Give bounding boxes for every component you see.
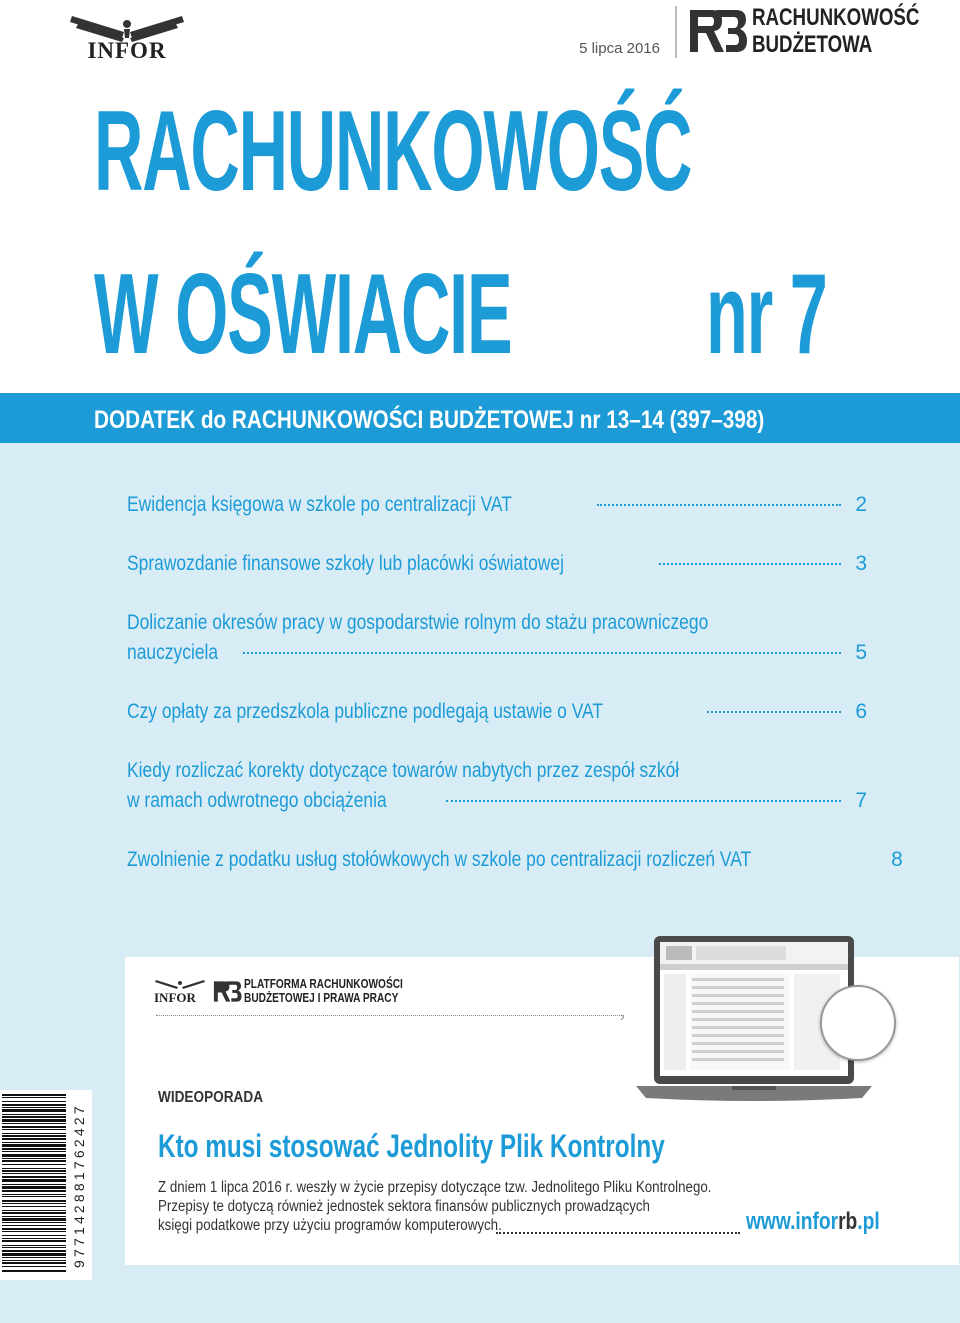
barcode-bar: [2, 1257, 66, 1258]
toc-entry-title: Czy opłaty za przedszkola publiczne podlegają ustawie o VAT: [127, 700, 604, 723]
barcode-bar: [2, 1206, 66, 1207]
barcode-bar: [2, 1266, 66, 1267]
platform-name: [244, 977, 403, 1005]
toc-entry-final-line: [127, 549, 867, 579]
toc-entry[interactable]: [127, 697, 867, 727]
toc-entry-final-line: [127, 638, 867, 668]
issue-number: nr 7: [706, 251, 827, 378]
barcode-bar: [2, 1245, 66, 1246]
barcode-bar: [2, 1212, 66, 1214]
barcode-bar: [2, 1210, 66, 1211]
platform-line2: BUDŻETOWEJ I PRAWA PRACY: [244, 990, 399, 1005]
toc-page-number: 6: [855, 700, 867, 723]
video-tip-title: Kto musi stosować Jednolity Plik Kontrolny: [158, 1128, 665, 1164]
toc-leader-dots: [659, 563, 841, 565]
toc-page-number: 5: [855, 641, 867, 664]
barcode-bar: [2, 1250, 66, 1252]
toc-entry-title: Doliczanie okresów pracy w gospodarstwie rolnym do stażu pracowniczego: [127, 611, 709, 634]
barcode-bar: [2, 1126, 66, 1128]
toc-entry-line: [127, 608, 867, 638]
barcode-bar: [2, 1240, 66, 1242]
toc-entry-title: Zwolnienie z podatku usług stołówkowych w szkole po centralizacji rozliczeń VAT: [127, 848, 752, 871]
barcode-bar: [2, 1151, 66, 1152]
toc-entry-title: Sprawozdanie finansowe szkoły lub placówki oświatowej: [127, 552, 564, 575]
body-line: Z dniem 1 lipca 2016 r. weszły w życie przepisy dotyczące tzw. Jednolitego Pliku Kontrolnego.: [158, 1179, 712, 1196]
barcode-bar: [2, 1260, 66, 1261]
barcode-bar: [2, 1142, 66, 1143]
barcode-digits: [70, 1090, 90, 1270]
toc-leader-dots: [707, 711, 841, 713]
barcode-bar: [2, 1270, 66, 1272]
barcode-bar: [2, 1168, 66, 1169]
barcode-bar: [2, 1148, 66, 1150]
barcode-bar: [2, 1176, 66, 1178]
toc-entry-final-line: [127, 845, 903, 875]
barcode-bar: [2, 1222, 66, 1223]
barcode-bar: [2, 1200, 66, 1202]
supplement-text: DODATEK do RACHUNKOWOŚCI BUDŻETOWEJ nr 13–14 (397–398): [94, 406, 765, 434]
promo-url-leader: [496, 1232, 740, 1234]
website-link[interactable]: [746, 1208, 880, 1236]
platform-line1: PLATFORMA RACHUNKOWOŚCI: [244, 976, 403, 991]
toc-entry[interactable]: [127, 490, 867, 520]
barcode-bar: [2, 1133, 66, 1134]
toc-entry-title: Ewidencja księgowa w szkole po centralizacji VAT: [127, 493, 512, 516]
toc-entry-title: nauczyciela: [127, 641, 219, 664]
toc-entry-title: w ramach odwrotnego obciążenia: [127, 789, 387, 812]
barcode-bar: [2, 1107, 66, 1108]
barcode-bar: [2, 1119, 66, 1122]
barcode-bar: [2, 1114, 66, 1115]
barcode-bar: [2, 1123, 66, 1124]
barcode-bar: [2, 1101, 66, 1102]
barcode-bar: [2, 1109, 66, 1112]
toc-entry-final-line: [127, 697, 867, 727]
promo-infor-wordmark: INFOR: [154, 990, 196, 1005]
barcode-bar: [2, 1135, 66, 1137]
toc-entry-final-line: [127, 490, 867, 520]
brand-line1: RACHUNKOWOŚĆ: [752, 4, 920, 31]
barcode-bar: [2, 1138, 66, 1140]
barcode-bar: [2, 1129, 66, 1130]
barcode-bar: [2, 1194, 66, 1195]
url-accent: rb: [838, 1208, 858, 1235]
toc-entry[interactable]: [127, 756, 867, 816]
barcode-number: 977142881762427: [71, 1103, 87, 1268]
barcode-bar: [2, 1196, 66, 1197]
barcode-bar: [2, 1238, 66, 1239]
promo-dotted-rule: [156, 1015, 624, 1016]
url-prefix: www.infor: [746, 1208, 839, 1235]
barcode-bar: [2, 1231, 66, 1232]
barcode-bar: [2, 1262, 66, 1264]
toc-page-number: 3: [855, 552, 867, 575]
toc-entry-title: Kiedy rozliczać korekty dotyczące towarów nabytych przez zespół szkół: [127, 759, 680, 782]
toc-page-number: 8: [891, 848, 903, 871]
toc-entry[interactable]: [127, 608, 867, 668]
issue-date: 5 lipca 2016: [579, 40, 660, 57]
barcode-bar: [2, 1218, 66, 1221]
barcode-bar: [2, 1184, 66, 1185]
promo-rb-monogram-icon: [212, 978, 242, 1004]
barcode-bar: [2, 1154, 66, 1157]
infor-wordmark: INFOR: [87, 38, 167, 63]
toc-page-number: 7: [855, 789, 867, 812]
barcode-bar: [2, 1104, 66, 1106]
toc-leader-dots: [446, 800, 841, 802]
toc-entry[interactable]: [127, 845, 903, 875]
barcode-bar: [2, 1216, 66, 1217]
toc-entry-final-line: [127, 786, 867, 816]
barcode-bar: [2, 1247, 66, 1248]
barcode-bar: [2, 1203, 66, 1204]
body-line: Przepisy te dotyczą również jednostek sektora finansów publicznych prowadzących: [158, 1198, 650, 1215]
barcode-bar: [2, 1235, 66, 1236]
title-line2: W OŚWIACIE: [94, 251, 512, 378]
header-divider: [675, 6, 677, 58]
barcode-bar: [2, 1225, 66, 1226]
toc-entry-line: [127, 756, 867, 786]
brand-name: [752, 4, 919, 58]
brand-line2: BUDŻETOWA: [752, 31, 873, 58]
body-line: księgi podatkowe przy użyciu programów komputerowych.: [158, 1217, 502, 1234]
barcode-bar: [2, 1190, 66, 1192]
video-tip-label: WIDEOPORADA: [158, 1089, 264, 1106]
barcode-bar: [2, 1160, 66, 1162]
chevron-right-icon: ›: [620, 1008, 625, 1024]
barcode-bar: [2, 1253, 66, 1256]
toc-entry[interactable]: [127, 549, 867, 579]
barcode-bar: [2, 1116, 66, 1118]
toc-leader-dots: [597, 504, 841, 506]
barcode-bar: [2, 1173, 66, 1174]
barcode-icon: [2, 1094, 72, 1274]
magnifier-icon: [820, 985, 896, 1061]
table-of-contents: [127, 490, 903, 904]
barcode-bar: [2, 1164, 66, 1165]
url-suffix: .pl: [857, 1208, 880, 1235]
barcode-bar: [2, 1094, 66, 1096]
barcode-bar: [2, 1179, 66, 1182]
toc-page-number: 2: [855, 493, 867, 516]
barcode-bar: [2, 1186, 66, 1189]
barcode-bar: [2, 1228, 66, 1230]
toc-leader-dots: [243, 652, 841, 654]
barcode-bar: [2, 1158, 66, 1159]
barcode-bar: [2, 1170, 66, 1172]
title-line1: RACHUNKOWOŚĆ: [94, 88, 692, 215]
barcode-bar: [2, 1144, 66, 1147]
rb-monogram-icon: [686, 4, 748, 56]
barcode-bar: [2, 1097, 66, 1098]
